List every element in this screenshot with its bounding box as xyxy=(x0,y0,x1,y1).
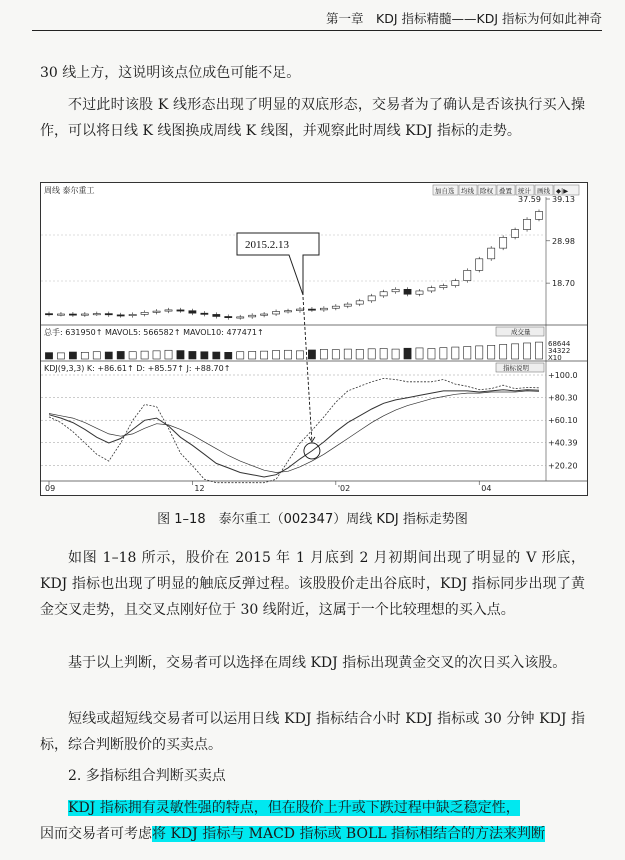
candle-body-34 xyxy=(452,281,459,286)
candle-body-3 xyxy=(81,314,88,315)
volume-bar-9 xyxy=(153,351,160,359)
candle-body-21 xyxy=(296,309,303,311)
chart-title: 周线 泰尔重工 xyxy=(44,186,95,195)
kdj-axis-labels xyxy=(548,371,578,470)
kdj-tick-3: +40.39 xyxy=(548,438,578,448)
header-title: 第一章 KDJ 指标精髓——KDJ 指标为何如此神奇 xyxy=(326,11,602,26)
paragraph-6 xyxy=(40,795,585,821)
toolbar-label-3: 叠置 xyxy=(499,187,512,195)
candle-body-11 xyxy=(177,310,184,311)
kdj-j-line xyxy=(49,378,539,482)
volume-bar-41 xyxy=(535,342,542,359)
x-tick-3: 04 xyxy=(481,484,492,493)
x-axis-labels xyxy=(45,481,491,493)
volume-bar-3 xyxy=(81,352,88,359)
toolbar-label-2: 除权 xyxy=(480,187,493,195)
candle-body-5 xyxy=(105,314,112,315)
volume-bar-34 xyxy=(452,347,459,359)
volume-bar-14 xyxy=(213,352,220,359)
volume-bar-17 xyxy=(249,351,256,359)
candle-body-24 xyxy=(332,306,339,308)
candle-body-37 xyxy=(488,248,495,259)
volume-tick-0: 68644 xyxy=(548,340,571,348)
candle-body-31 xyxy=(416,291,423,294)
volume-bar-39 xyxy=(512,344,519,359)
price-tick-0: 39.13 xyxy=(552,195,575,204)
volume-bar-8 xyxy=(141,351,148,359)
volume-bar-5 xyxy=(105,352,112,359)
volume-tick-1: 34322 xyxy=(548,347,571,355)
kdj-d-line xyxy=(49,391,539,473)
price-tick-1: 28.98 xyxy=(552,236,575,246)
candle-body-18 xyxy=(261,314,268,315)
volume-bar-10 xyxy=(165,350,172,359)
paragraph-3: 如图 1–18 所示，股价在 2015 年 1 月底到 2 月初期间出现了明显的 V 形底，KDJ 指标也出现了明显的触底反弹过程。该股股价走出谷底时，KDJ 指标同步出现了黄金交叉走势，且交叉点刚好位于 30 线附近，这属于一个比较理想的买入点。 xyxy=(40,550,585,618)
paragraph-7-prefix: 因而交易者可考虑 xyxy=(40,826,152,842)
toolbar-label-1: 均线 xyxy=(461,187,474,195)
highlight-2: 将 KDJ 指标与 MACD 指标或 BOLL 指标相结合的方法来判断 xyxy=(152,826,545,842)
x-tick-1: 12 xyxy=(194,484,205,493)
candle-body-27 xyxy=(368,296,375,301)
candle-body-13 xyxy=(201,313,208,314)
volume-bar-25 xyxy=(344,349,351,359)
volume-axis-labels xyxy=(548,340,571,362)
kdj-tick-2: +60.10 xyxy=(548,416,578,426)
candle-body-6 xyxy=(117,315,124,316)
candle-body-28 xyxy=(380,292,387,296)
candle-body-40 xyxy=(523,219,530,229)
x-tick-0: 09 xyxy=(45,484,56,493)
candle-body-36 xyxy=(476,259,483,271)
volume-bar-13 xyxy=(201,352,208,359)
volume-bar-35 xyxy=(464,346,471,359)
toolbar-label-4: 统计 xyxy=(518,187,531,195)
volume-bar-23 xyxy=(320,349,327,359)
candle-body-16 xyxy=(237,317,244,318)
page-header xyxy=(32,8,602,31)
volume-bar-28 xyxy=(380,349,387,359)
candle-body-17 xyxy=(249,315,256,317)
date-annotation xyxy=(237,233,319,295)
candle-body-35 xyxy=(464,270,471,280)
volume-bar-31 xyxy=(416,348,423,359)
volume-tick-2: X10 xyxy=(548,354,562,362)
candle-body-22 xyxy=(308,309,315,310)
annotation-date: 2015.2.13 xyxy=(245,239,289,251)
highlight-1: KDJ 指标拥有灵敏性强的特点，但在股价上升或下跌过程中缺乏稳定性， xyxy=(68,800,520,816)
volume-bar-36 xyxy=(476,346,483,359)
volume-bar-6 xyxy=(117,351,124,359)
volume-bar-15 xyxy=(225,352,232,359)
price-axis-labels xyxy=(546,195,575,288)
kdj-k-line xyxy=(49,390,539,477)
volume-bar-37 xyxy=(488,345,495,359)
kdj-tick-4: +20.20 xyxy=(548,461,578,471)
volume-bar-1 xyxy=(57,353,64,359)
volume-bar-29 xyxy=(392,349,399,359)
paragraph-5: 短线或超短线交易者可以运用日线 KDJ 指标结合小时 KDJ 指标或 30 分钟 KDJ 指标，综合判断股价的买卖点。 xyxy=(40,711,585,753)
toolbar-label-6: ◆|▶ xyxy=(556,187,569,195)
price-tick-2: 18.70 xyxy=(552,279,575,289)
figure-caption xyxy=(40,508,585,527)
candle-body-32 xyxy=(428,288,435,291)
kdj-tick-0: +100.0 xyxy=(548,371,578,380)
candle-body-7 xyxy=(129,314,136,315)
volume-bar-33 xyxy=(440,348,447,359)
volume-bar-27 xyxy=(368,349,375,359)
volume-bar-19 xyxy=(272,351,279,359)
candle-body-19 xyxy=(272,312,279,314)
volume-bar-20 xyxy=(284,350,291,359)
candle-body-26 xyxy=(356,301,363,304)
candle-body-2 xyxy=(69,314,76,315)
volume-bar-24 xyxy=(332,350,339,359)
volume-bar-21 xyxy=(296,351,303,359)
candle-body-20 xyxy=(284,311,291,312)
volume-bar-2 xyxy=(69,352,76,359)
section-heading: 2. 多指标组合判断买卖点 xyxy=(68,768,226,784)
candle-body-9 xyxy=(153,311,160,312)
candle-body-1 xyxy=(57,314,64,315)
kdj-gridlines xyxy=(41,375,546,465)
toolbar-label-5: 画线 xyxy=(537,187,550,195)
volume-bar-16 xyxy=(237,352,244,359)
volume-bar-30 xyxy=(404,348,411,359)
volume-bar-22 xyxy=(308,350,315,359)
candle-body-29 xyxy=(392,289,399,291)
candle-body-23 xyxy=(320,308,327,310)
volume-bar-18 xyxy=(261,351,268,359)
volume-bar-38 xyxy=(500,344,507,359)
indicator-help-label: 指标说明 xyxy=(503,364,529,372)
volume-bar-0 xyxy=(45,353,52,359)
paragraph-7 xyxy=(40,821,585,847)
volume-bar-32 xyxy=(428,349,435,359)
toolbar-label-0: 加自选 xyxy=(435,187,455,195)
volume-bar-4 xyxy=(93,352,100,359)
candle-body-39 xyxy=(512,230,519,238)
high-price-label: 37.59 xyxy=(518,195,541,204)
figure-caption-text: 图 1–18 泰尔重工（002347）周线 KDJ 指标走势图 xyxy=(157,512,468,527)
candle-body-30 xyxy=(404,289,411,294)
candle-body-33 xyxy=(440,286,447,288)
volume-bar-12 xyxy=(189,351,196,359)
paragraph-4: 基于以上判断，交易者可以选择在周线 KDJ 指标出现黄金交叉的次日买入该股。 xyxy=(68,655,567,671)
volume-bar-26 xyxy=(356,349,363,359)
candle-body-0 xyxy=(45,314,52,315)
candle-body-12 xyxy=(189,311,196,313)
candle-body-25 xyxy=(344,304,351,306)
volume-bar-40 xyxy=(523,343,530,359)
volume-bar-11 xyxy=(177,351,184,359)
stock-chart xyxy=(40,182,588,496)
chart-toolbar xyxy=(433,185,579,195)
paragraph-1: 30 线上方，这说明该点位成色可能不足。 xyxy=(40,65,301,81)
candle-body-8 xyxy=(141,312,148,314)
candle-body-38 xyxy=(500,237,507,248)
x-tick-2: '02 xyxy=(337,484,351,493)
candle-body-14 xyxy=(213,314,220,316)
paragraph-2: 不过此时该股 K 线形态出现了明显的双底形态，交易者为了确认是否该执行买入操作，可以将日线 K 线图换成周线 K 线图，并观察此时周线 KDJ 指标的走势。 xyxy=(40,97,585,139)
candle-body-15 xyxy=(225,316,232,317)
candle-body-4 xyxy=(93,314,100,315)
candle-body-10 xyxy=(165,310,172,311)
volume-bar-7 xyxy=(129,352,136,359)
kdj-tick-1: +80.30 xyxy=(548,393,578,403)
candle-body-41 xyxy=(535,211,542,219)
volume-header: 总手: 631950↑ MAVOL5: 566582↑ MAVOL10: 477471↑ xyxy=(44,328,264,337)
chart-svg xyxy=(41,183,587,495)
volume-selector-label: 成交量 xyxy=(511,328,531,336)
volume-bars xyxy=(45,342,542,359)
kdj-header: KDJ(9,3,3) K: +86.61↑ D: +85.57↑ J: +88.70↑ xyxy=(44,364,231,373)
